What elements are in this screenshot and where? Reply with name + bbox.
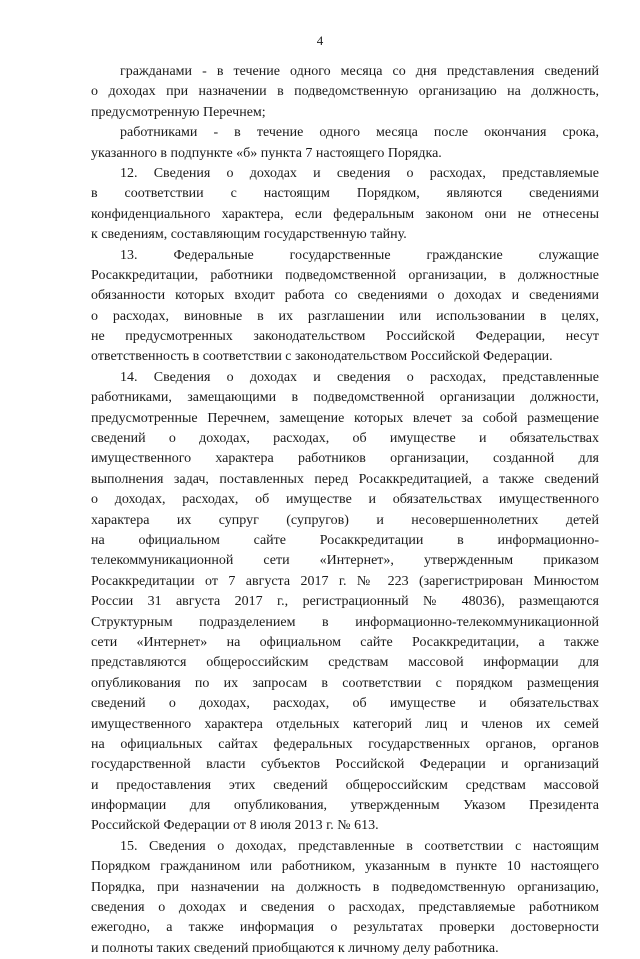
text-line: и полноты таких сведений приобщаются к личному делу работника. — [91, 940, 499, 956]
text-line: России 31 августа 2017 г., регистрационный № 48036), размещаются — [91, 594, 599, 610]
text-line: характера их супруг (супругов) и несовершеннолетних детей — [91, 512, 599, 528]
text-line: сети «Интернет» на официальном сайте Росаккредитации, а также — [91, 634, 599, 650]
paragraph-p-citizens — [91, 62, 599, 123]
text-line: конфиденциального характера, если федеральным законом они не отнесены — [91, 206, 599, 222]
text-line: сведений о доходах, расходах, об имуществе и обязательствах — [91, 431, 599, 447]
text-line: о доходах при назначении в подведомственную организацию на должность, — [91, 84, 599, 100]
text-line: ежегодно, а также информация о результатах проверки достоверности — [91, 920, 599, 936]
paragraph-p-13 — [91, 246, 599, 368]
page-number: 4 — [316, 33, 324, 48]
text-line: о расходах, виновные в их разглашении или использовании в целях, — [91, 308, 599, 324]
text-line: телекоммуникационной сети «Интернет», утвержденным приказом — [91, 553, 599, 569]
paragraph-p-employees — [91, 123, 599, 164]
text-line: работниками - в течение одного месяца после окончания срока, — [120, 125, 599, 141]
text-line: информации для опубликования, утвержденным Указом Президента — [91, 798, 599, 814]
text-line: сведения о доходах и сведения о расходах, представляемые работником — [91, 900, 599, 916]
text-line: к сведениям, составляющим государственную тайну. — [91, 227, 407, 243]
paragraph-p-12 — [91, 164, 599, 246]
text-line: государственной власти субъектов Российской Федерации и организаций — [91, 757, 599, 773]
text-line: Российской Федерации от 8 июля 2013 г. № 613. — [91, 818, 379, 834]
text-line: в соответствии с настоящим Порядком, являются сведениями — [91, 186, 599, 202]
document-body — [91, 62, 599, 959]
text-line: 13. Федеральные государственные гражданские служащие — [120, 247, 599, 263]
text-line: и предоставления этих сведений общероссийским средствам массовой — [91, 777, 599, 793]
text-line: выполнения задач, поставленных перед Росаккредитацией, а также сведений — [91, 471, 599, 487]
text-line: не предусмотренных законодательством Российской Федерации, несут — [91, 329, 599, 345]
text-line: имущественного характера работников организации, созданной для — [91, 451, 599, 467]
text-line: сведений о доходах, расходах, об имуществе и обязательствах — [91, 696, 599, 712]
text-line: предусмотренную Перечнем; — [91, 104, 266, 120]
text-line: о доходах, расходах, об имуществе и обязательствах имущественного — [91, 492, 599, 508]
text-line: 15. Сведения о доходах, представленные в соответствии с настоящим — [120, 838, 599, 854]
text-line: указанного в подпункте «б» пункта 7 настоящего Порядка. — [91, 145, 442, 161]
text-line: опубликования по их запросам в соответствии с порядком размещения — [91, 675, 599, 691]
paragraph-p-14 — [91, 368, 599, 837]
text-line: Структурным подразделением в информационно-телекоммуникационной — [91, 614, 599, 630]
text-line: предусмотренные Перечнем, замещение которых влечет за собой размещение — [91, 410, 599, 426]
text-line: 12. Сведения о доходах и сведения о расходах, представляемые — [120, 165, 599, 181]
text-line: обязанности которых входит работа со сведениями о доходах и сведениями — [91, 288, 599, 304]
text-line: гражданами - в течение одного месяца со дня представления сведений — [120, 64, 599, 79]
text-line: 14. Сведения о доходах и сведения о расходах, представленные — [120, 369, 599, 385]
text-line: Порядком гражданином или работником, указанным в пункте 10 настоящего — [91, 859, 599, 875]
text-line: Росаккредитации, работники подведомственной организации, в должностные — [91, 267, 599, 283]
text-line: имущественного характера отдельных категорий лиц и членов их семей — [91, 716, 599, 732]
paragraph-p-15 — [91, 837, 599, 959]
text-line: на официальных сайтах федеральных государственных органов, органов — [91, 736, 599, 752]
text-line: ответственность в соответствии с законодательством Российской Федерации. — [91, 349, 553, 365]
text-line: на официальном сайте Росаккредитации в информационно- — [91, 532, 599, 548]
text-line: Росаккредитации от 7 августа 2017 г. № 223 (зарегистрирован Минюстом — [91, 573, 599, 589]
text-line: Порядка, при назначении на должность в подведомственную организацию, — [91, 879, 599, 895]
text-line: представляются общероссийским средствам массовой информации для — [91, 655, 599, 671]
text-line: работниками, замещающими в подведомственной организации должности, — [91, 390, 599, 406]
